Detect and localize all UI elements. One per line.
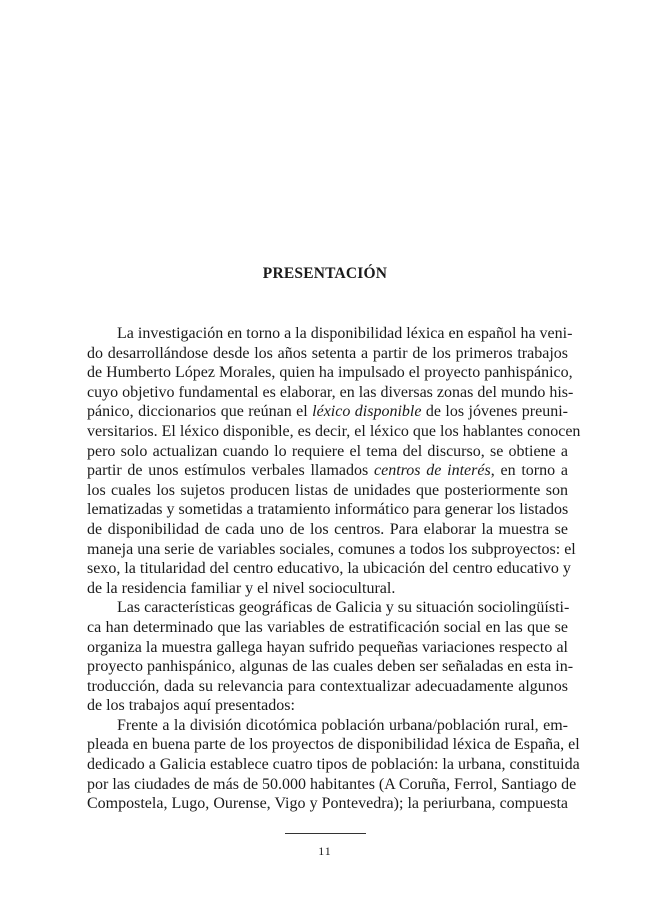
text-run: pánico, diccionarios que reúnan el — [87, 403, 313, 421]
text-line: La investigación en torno a la disponibilidad léxica en español ha veni- — [117, 325, 573, 342]
text-line — [87, 402, 568, 422]
text-line: sexo, la titularidad del centro educativo, la ubicación del centro educativo y — [87, 560, 571, 578]
text-line: cuyo objetivo fundamental es elaborar, en las diversas zonas del mundo his- — [87, 383, 574, 401]
text-line: dedicado a Galicia establece cuatro tipos de población: la urbana, constituida — [87, 756, 580, 774]
text-line: Compostela, Lugo, Ourense, Vigo y Pontevedra); la periurbana, compuesta — [87, 795, 568, 813]
text-line: de la residencia familiar y el nivel sociocultural. — [87, 579, 396, 597]
text-line: ca han determinado que las variables de estratificación social en las que se — [87, 618, 568, 636]
text-line: organiza la muestra gallega hayan sufrido pequeñas variaciones respecto al — [87, 638, 568, 656]
italic-term: centros de interés — [374, 462, 491, 480]
text-line: pero solo actualizan cuando lo requiere el tema del discurso, se obtiene a — [87, 442, 568, 460]
text-line: maneja una serie de variables sociales, comunes a todos los subproyectos: el — [87, 540, 576, 558]
text-line: Frente a la división dicotómica población urbana/población rural, em- — [117, 716, 568, 734]
text-line: do desarrollándose desde los años setenta a partir de los primeros trabajos — [87, 344, 568, 362]
text-line: por las ciudades de más de 50.000 habitantes (A Coruña, Ferrol, Santiago de — [87, 775, 577, 793]
italic-term: léxico disponible — [312, 403, 422, 421]
text-run: , en torno a — [490, 462, 569, 480]
text-line: pleada en buena parte de los proyectos de disponibilidad léxica de España, el — [87, 736, 580, 754]
text-line — [87, 461, 568, 481]
text-line: versitarios. El léxico disponible, es decir, el léxico que los hablantes conocen — [87, 422, 581, 440]
footer-rule — [285, 833, 366, 834]
page-number: 11 — [318, 844, 332, 858]
body-text — [87, 324, 581, 814]
text-line: proyecto panhispánico, algunas de las cuales deben ser señaladas en esta in- — [87, 658, 574, 676]
text-run: partir de unos estímulos verbales llamados — [87, 462, 375, 480]
text-line: los cuales los sujetos producen listas de unidades que posteriormente son — [87, 481, 568, 499]
text-line: Las características geográficas de Galicia y su situación sociolingüísti- — [117, 599, 570, 617]
text-line: lematizadas y sometidas a tratamiento informático para generar los listados — [87, 501, 569, 519]
page-title: PRESENTACIÓN — [262, 265, 388, 282]
text-line: de los trabajos aquí presentados: — [87, 697, 295, 715]
text-line: de Humberto López Morales, quien ha impulsado el proyecto panhispánico, — [87, 364, 573, 382]
text-run: de los jóvenes preuni- — [421, 403, 569, 421]
text-line: troducción, dada su relevancia para contextualizar adecuadamente algunos — [87, 677, 568, 695]
text-line: de disponibilidad de cada uno de los centros. Para elaborar la muestra se — [87, 520, 568, 538]
